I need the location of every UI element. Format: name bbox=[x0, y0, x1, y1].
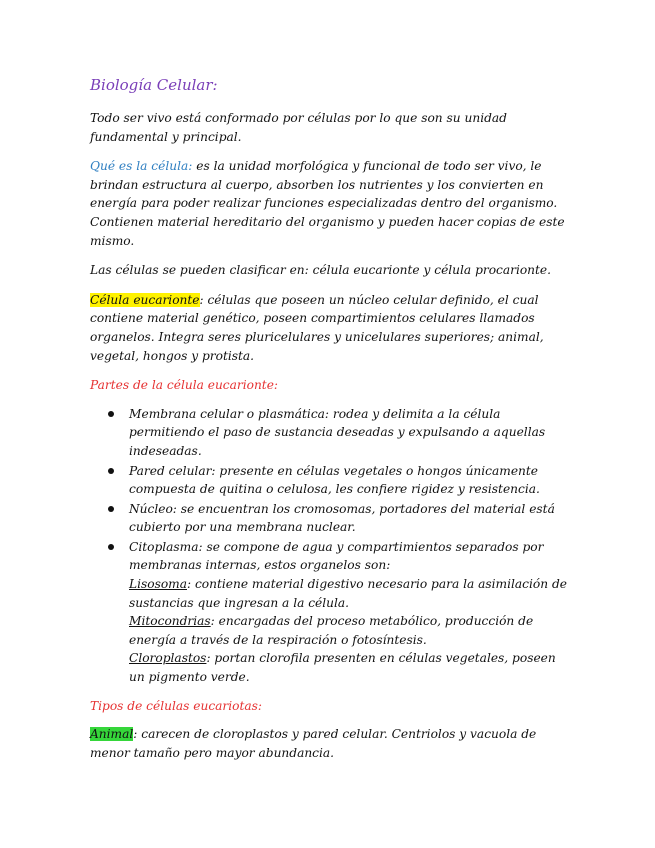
parts-heading: Partes de la célula eucarionte: bbox=[90, 378, 279, 393]
bullet-icon bbox=[108, 411, 114, 417]
organelle-term: Lisosoma bbox=[129, 577, 187, 592]
bullet-icon bbox=[108, 468, 114, 474]
list-item-text: Núcleo: se encuentran los cromosomas, portadores del material está cubierto por una membrana nuclear. bbox=[129, 501, 555, 535]
types-heading: Tipos de células eucariotas: bbox=[90, 698, 262, 713]
animal-text: : carecen de cloroplastos y pared celular. Centriolos y vacuola de menor tamaño pero mayor abundancia. bbox=[90, 727, 537, 760]
classification-paragraph: Las células se pueden clasificar en: célula eucarionte y célula procarionte. bbox=[90, 263, 552, 278]
organelle-mitocondrias bbox=[129, 612, 570, 649]
list-item bbox=[129, 538, 570, 687]
eukaryote-paragraph bbox=[90, 291, 570, 365]
organelle-text: : encargadas del proceso metabólico, producción de energía a través de la respiración o fotosíntesis. bbox=[129, 614, 534, 647]
list-item-text: Citoplasma: se compone de agua y compartimientos separados por membranas internas, estos organelos son: bbox=[129, 539, 544, 573]
document-title: Biología Celular: bbox=[90, 76, 218, 94]
animal-paragraph bbox=[90, 725, 570, 762]
list-item-text: Pared celular: presente en células vegetales o hongos únicamente compuesta de quitina o celulosa, les confiere rigidez y resistencia. bbox=[129, 463, 540, 497]
list-item bbox=[129, 405, 570, 461]
bullet-icon bbox=[108, 544, 114, 550]
what-is-term: Qué es la célula: bbox=[90, 159, 193, 174]
bullet-icon bbox=[108, 506, 114, 512]
eukaryote-term: Célula eucarionte bbox=[90, 292, 200, 307]
organelle-text: : contiene material digestivo necesario para la asimilación de sustancias que ingresan a la célula. bbox=[129, 577, 567, 610]
list-item bbox=[129, 462, 570, 499]
list-item bbox=[129, 500, 570, 537]
organelle-term: Cloroplastos bbox=[129, 651, 207, 666]
document-page bbox=[90, 74, 570, 773]
eukaryote-text: : células que poseen un núcleo celular definido, el cual contiene material genético, poseen compartimientos celulares llamados organelos. Integra seres pluricelulares y unicelulares superiores; animal, vegetal, hongos y protista. bbox=[90, 292, 544, 363]
intro-paragraph: Todo ser vivo está conformado por células por lo que son su unidad fundamental y principal. bbox=[90, 111, 507, 144]
animal-term: Animal bbox=[90, 727, 134, 742]
organelle-lisosoma bbox=[129, 575, 570, 612]
parts-list bbox=[90, 405, 570, 687]
organelle-text: : portan clorofila presenten en células vegetales, poseen un pigmento verde. bbox=[129, 651, 556, 685]
what-is-paragraph bbox=[90, 157, 570, 250]
list-item-text: Membrana celular o plasmática: rodea y delimita a la célula permitiendo el paso de sustancia deseadas y expulsando a aquellas indeseadas. bbox=[129, 406, 546, 458]
organelle-term: Mitocondrias bbox=[129, 614, 211, 629]
organelle-cloroplastos bbox=[129, 649, 570, 686]
what-is-text: es la unidad morfológica y funcional de todo ser vivo, le brindan estructura al cuerpo, absorben los nutrientes y los convierten en energía para poder realizar funciones especializadas dentro del organismo. Contienen material hereditario del organismo y pueden hacer copias de este mismo. bbox=[90, 159, 565, 248]
